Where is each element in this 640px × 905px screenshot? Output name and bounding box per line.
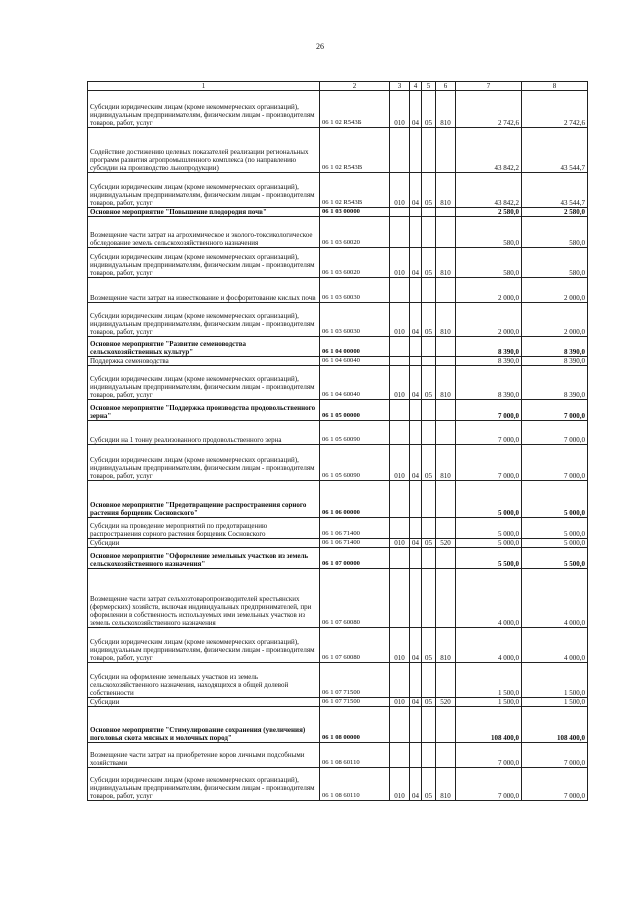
cell-target-code: 06 1 07 60080 [320, 569, 390, 628]
cell-expense-type: 810 [436, 173, 456, 208]
cell-amount-executed: 7 000,0 [522, 400, 588, 421]
cell-subsection [422, 400, 436, 421]
cell-target-code: 06 1 02 R543В [320, 173, 390, 208]
cell-ministry-code [390, 421, 410, 445]
cell-amount-approved: 8 390,0 [456, 366, 522, 400]
cell-subsection [422, 663, 436, 698]
cell-subsection [422, 421, 436, 445]
cell-target-code: 06 1 07 71500 [320, 698, 390, 707]
cell-amount-approved: 4 000,0 [456, 569, 522, 628]
cell-section: 04 [410, 91, 422, 128]
cell-target-code: 06 1 08 00000 [320, 707, 390, 743]
cell-subsection: 05 [422, 366, 436, 400]
cell-expense-type [436, 337, 456, 357]
cell-name: Возмещение части затрат на известкование и фосфоритование кислых почв [88, 278, 320, 303]
table-row [88, 303, 588, 337]
cell-subsection [422, 569, 436, 628]
cell-name: Основное мероприятие "Оформление земельных участков из земель сельскохозяйственного назначения" [88, 548, 320, 569]
cell-amount-approved: 5 000,0 [456, 518, 522, 539]
cell-amount-executed: 5 500,0 [522, 548, 588, 569]
cell-subsection [422, 337, 436, 357]
cell-target-code: 06 1 06 71400 [320, 539, 390, 548]
cell-ministry-code [390, 337, 410, 357]
table-row [88, 357, 588, 366]
cell-amount-executed: 4 000,0 [522, 628, 588, 663]
cell-subsection: 05 [422, 173, 436, 208]
cell-section [410, 217, 422, 248]
cell-name: Субсидии юридическим лицам (кроме некоммерческих организаций), индивидуальным предпринимателям, физическим лицам - производителям товаров, работ, услуг [88, 445, 320, 481]
cell-ministry-code [390, 208, 410, 217]
cell-amount-executed: 8 390,0 [522, 366, 588, 400]
cell-amount-executed: 580,0 [522, 248, 588, 278]
cell-expense-type [436, 481, 456, 518]
cell-section [410, 337, 422, 357]
cell-name: Поддержка семеноводства [88, 357, 320, 366]
cell-subsection: 05 [422, 768, 436, 801]
cell-subsection [422, 707, 436, 743]
table-row [88, 569, 588, 628]
cell-section [410, 357, 422, 366]
cell-expense-type: 810 [436, 366, 456, 400]
cell-subsection: 05 [422, 303, 436, 337]
cell-name: Возмещение части затрат на агрохимическое и эколого-токсикологическое обследование земель сельскохозяйственного назначения [88, 217, 320, 248]
col-header-2: 2 [320, 82, 390, 91]
cell-amount-executed: 7 000,0 [522, 421, 588, 445]
cell-expense-type [436, 278, 456, 303]
col-header-8: 8 [522, 82, 588, 91]
cell-amount-approved: 7 000,0 [456, 743, 522, 768]
cell-subsection [422, 518, 436, 539]
cell-expense-type [436, 707, 456, 743]
cell-expense-type [436, 400, 456, 421]
cell-name: Субсидии юридическим лицам (кроме некоммерческих организаций), индивидуальным предпринимателям, физическим лицам - производителям товаров, работ, услуг [88, 91, 320, 128]
cell-section: 04 [410, 303, 422, 337]
cell-target-code: 06 1 05 60090 [320, 421, 390, 445]
col-header-3: 3 [390, 82, 410, 91]
table-row [88, 91, 588, 128]
cell-ministry-code [390, 400, 410, 421]
cell-ministry-code: 010 [390, 768, 410, 801]
cell-amount-approved: 108 400,0 [456, 707, 522, 743]
cell-ministry-code: 010 [390, 539, 410, 548]
cell-amount-approved: 5 500,0 [456, 548, 522, 569]
cell-subsection [422, 208, 436, 217]
cell-expense-type [436, 217, 456, 248]
cell-amount-approved: 2 000,0 [456, 303, 522, 337]
cell-amount-executed: 1 500,0 [522, 663, 588, 698]
cell-subsection [422, 128, 436, 173]
cell-ministry-code: 010 [390, 248, 410, 278]
cell-section: 04 [410, 248, 422, 278]
cell-amount-approved: 2 580,0 [456, 208, 522, 217]
cell-amount-executed: 8 390,0 [522, 337, 588, 357]
cell-ministry-code [390, 663, 410, 698]
cell-section [410, 208, 422, 217]
cell-subsection [422, 743, 436, 768]
cell-expense-type: 810 [436, 303, 456, 337]
cell-target-code: 06 1 06 71400 [320, 518, 390, 539]
cell-expense-type: 520 [436, 698, 456, 707]
cell-target-code: 06 1 02 R543Б [320, 91, 390, 128]
cell-target-code: 06 1 06 00000 [320, 481, 390, 518]
cell-amount-executed: 2 000,0 [522, 303, 588, 337]
cell-section [410, 421, 422, 445]
cell-expense-type [436, 548, 456, 569]
cell-amount-executed: 7 000,0 [522, 768, 588, 801]
cell-name: Субсидии юридическим лицам (кроме некоммерческих организаций), индивидуальным предпринимателям, физическим лицам - производителям товаров, работ, услуг [88, 173, 320, 208]
cell-ministry-code [390, 278, 410, 303]
cell-ministry-code: 010 [390, 445, 410, 481]
cell-expense-type [436, 208, 456, 217]
cell-name: Основное мероприятие "Предотвращение распространения сорного растения борщевик Сосновского" [88, 481, 320, 518]
cell-name: Субсидии [88, 698, 320, 707]
cell-section: 04 [410, 445, 422, 481]
cell-subsection: 05 [422, 628, 436, 663]
cell-name: Возмещение части затрат сельхозтоваропроизводителей крестьянских (фермерских) хозяйств, включая индивидуальных предпринимателей, при оформлении в собственность используемых ими земельных участков из земель сельскохозяйственного назначения [88, 569, 320, 628]
cell-name: Субсидии юридическим лицам (кроме некоммерческих организаций), индивидуальным предпринимателям, физическим лицам - производителям товаров, работ, услуг [88, 248, 320, 278]
cell-subsection: 05 [422, 445, 436, 481]
col-header-5: 5 [422, 82, 436, 91]
cell-ministry-code: 010 [390, 366, 410, 400]
cell-section [410, 481, 422, 518]
cell-ministry-code [390, 357, 410, 366]
cell-section [410, 518, 422, 539]
cell-amount-approved: 1 500,0 [456, 663, 522, 698]
cell-amount-approved: 8 390,0 [456, 337, 522, 357]
cell-ministry-code: 010 [390, 173, 410, 208]
cell-target-code: 06 1 03 60020 [320, 248, 390, 278]
budget-table [87, 81, 588, 801]
cell-expense-type: 810 [436, 91, 456, 128]
cell-subsection: 05 [422, 248, 436, 278]
col-header-1: 1 [88, 82, 320, 91]
table-row [88, 768, 588, 801]
table-row [88, 248, 588, 278]
table-body [88, 82, 588, 801]
cell-section: 04 [410, 366, 422, 400]
cell-amount-executed: 43 544,7 [522, 173, 588, 208]
cell-section: 04 [410, 173, 422, 208]
cell-amount-executed: 1 500,0 [522, 698, 588, 707]
cell-amount-executed: 2 742,6 [522, 91, 588, 128]
cell-name: Основное мероприятие "Стимулирование сохранения (увеличения) поголовья скота мясных и молочных пород" [88, 707, 320, 743]
cell-name: Основное мероприятие "Повышение плодородия почв" [88, 208, 320, 217]
cell-amount-approved: 1 500,0 [456, 698, 522, 707]
cell-target-code: 06 1 03 60020 [320, 217, 390, 248]
cell-expense-type: 520 [436, 539, 456, 548]
cell-ministry-code: 010 [390, 303, 410, 337]
cell-target-code: 06 1 07 00000 [320, 548, 390, 569]
table-row [88, 337, 588, 357]
cell-target-code: 06 1 05 60090 [320, 445, 390, 481]
cell-section [410, 548, 422, 569]
cell-ministry-code: 010 [390, 698, 410, 707]
cell-section: 04 [410, 628, 422, 663]
cell-ministry-code [390, 518, 410, 539]
table-row [88, 400, 588, 421]
cell-subsection [422, 217, 436, 248]
cell-amount-executed: 8 390,0 [522, 357, 588, 366]
cell-amount-approved: 43 842,2 [456, 128, 522, 173]
table-row [88, 698, 588, 707]
cell-amount-executed: 5 000,0 [522, 518, 588, 539]
cell-amount-approved: 7 000,0 [456, 421, 522, 445]
cell-amount-executed: 4 000,0 [522, 569, 588, 628]
cell-amount-approved: 2 742,6 [456, 91, 522, 128]
cell-section [410, 128, 422, 173]
table-header-row [88, 82, 588, 91]
table-row [88, 173, 588, 208]
cell-section [410, 278, 422, 303]
cell-amount-approved: 5 000,0 [456, 481, 522, 518]
cell-name: Субсидии на 1 тонну реализованного продовольственного зерна [88, 421, 320, 445]
cell-amount-executed: 2 000,0 [522, 278, 588, 303]
cell-ministry-code: 010 [390, 628, 410, 663]
cell-amount-executed: 580,0 [522, 217, 588, 248]
table-row [88, 481, 588, 518]
cell-amount-executed: 2 580,0 [522, 208, 588, 217]
cell-target-code: 06 1 08 60110 [320, 768, 390, 801]
cell-subsection [422, 481, 436, 518]
cell-amount-executed: 7 000,0 [522, 445, 588, 481]
cell-ministry-code [390, 548, 410, 569]
cell-target-code: 06 1 03 60030 [320, 303, 390, 337]
cell-ministry-code: 010 [390, 91, 410, 128]
cell-target-code: 06 1 07 60080 [320, 628, 390, 663]
cell-target-code: 06 1 04 00000 [320, 337, 390, 357]
cell-ministry-code [390, 128, 410, 173]
table-row [88, 445, 588, 481]
cell-expense-type [436, 518, 456, 539]
page-number: 26 [316, 42, 324, 51]
cell-expense-type [436, 569, 456, 628]
table-row [88, 278, 588, 303]
cell-section [410, 569, 422, 628]
cell-section: 04 [410, 698, 422, 707]
cell-name: Содействие достижению целевых показателей реализации региональных программ развития агропромышленного комплекса (по направлению субсидии на производство льнопродукции) [88, 128, 320, 173]
cell-expense-type: 810 [436, 248, 456, 278]
table-row [88, 366, 588, 400]
cell-section [410, 743, 422, 768]
table-row [88, 743, 588, 768]
col-header-7: 7 [456, 82, 522, 91]
table-row [88, 548, 588, 569]
cell-target-code: 06 1 08 60110 [320, 743, 390, 768]
cell-target-code: 06 1 05 00000 [320, 400, 390, 421]
cell-amount-approved: 580,0 [456, 248, 522, 278]
cell-expense-type [436, 743, 456, 768]
cell-target-code: 06 1 07 71500 [320, 663, 390, 698]
cell-section: 04 [410, 768, 422, 801]
cell-name: Субсидии юридическим лицам (кроме некоммерческих организаций), индивидуальным предпринимателям, физическим лицам - производителям товаров, работ, услуг [88, 366, 320, 400]
cell-ministry-code [390, 217, 410, 248]
cell-expense-type [436, 421, 456, 445]
cell-section: 04 [410, 539, 422, 548]
cell-ministry-code [390, 569, 410, 628]
cell-expense-type: 810 [436, 628, 456, 663]
cell-expense-type [436, 128, 456, 173]
cell-amount-approved: 580,0 [456, 217, 522, 248]
cell-amount-executed: 5 000,0 [522, 481, 588, 518]
cell-subsection: 05 [422, 91, 436, 128]
table-row [88, 518, 588, 539]
cell-amount-approved: 2 000,0 [456, 278, 522, 303]
cell-expense-type [436, 663, 456, 698]
cell-name: Основное мероприятие "Поддержка производства продовольственного зерна" [88, 400, 320, 421]
cell-amount-approved: 7 000,0 [456, 445, 522, 481]
cell-target-code: 06 1 04 60040 [320, 357, 390, 366]
col-header-4: 4 [410, 82, 422, 91]
cell-target-code: 06 1 02 R543В [320, 128, 390, 173]
cell-expense-type [436, 357, 456, 366]
table-row [88, 217, 588, 248]
cell-amount-approved: 8 390,0 [456, 357, 522, 366]
cell-name: Субсидии юридическим лицам (кроме некоммерческих организаций), индивидуальным предпринимателям, физическим лицам - производителям товаров, работ, услуг [88, 303, 320, 337]
cell-subsection [422, 278, 436, 303]
cell-amount-approved: 4 000,0 [456, 628, 522, 663]
cell-expense-type: 810 [436, 768, 456, 801]
col-header-6: 6 [436, 82, 456, 91]
cell-expense-type: 810 [436, 445, 456, 481]
cell-subsection: 05 [422, 698, 436, 707]
table-row [88, 663, 588, 698]
table-row [88, 628, 588, 663]
cell-name: Субсидии на оформление земельных участков из земель сельскохозяйственного назначения, находящихся в общей долевой собственности [88, 663, 320, 698]
cell-subsection: 05 [422, 539, 436, 548]
cell-amount-approved: 7 000,0 [456, 768, 522, 801]
table-row [88, 208, 588, 217]
cell-ministry-code [390, 481, 410, 518]
cell-section [410, 400, 422, 421]
cell-name: Субсидии юридическим лицам (кроме некоммерческих организаций), индивидуальным предпринимателям, физическим лицам - производителям товаров, работ, услуг [88, 768, 320, 801]
cell-target-code: 06 1 03 00000 [320, 208, 390, 217]
cell-amount-approved: 43 842,2 [456, 173, 522, 208]
cell-ministry-code [390, 707, 410, 743]
table-row [88, 421, 588, 445]
cell-ministry-code [390, 743, 410, 768]
cell-amount-approved: 5 000,0 [456, 539, 522, 548]
cell-subsection [422, 357, 436, 366]
cell-amount-executed: 5 000,0 [522, 539, 588, 548]
cell-name: Субсидии юридическим лицам (кроме некоммерческих организаций), индивидуальным предпринимателям, физическим лицам - производителям товаров, работ, услуг [88, 628, 320, 663]
cell-amount-executed: 108 400,0 [522, 707, 588, 743]
cell-name: Возмещение части затрат на приобретение коров личными подсобными хозяйствами [88, 743, 320, 768]
table-row [88, 128, 588, 173]
cell-amount-executed: 7 000,0 [522, 743, 588, 768]
cell-amount-executed: 43 544,7 [522, 128, 588, 173]
cell-name: Субсидии [88, 539, 320, 548]
cell-subsection [422, 548, 436, 569]
cell-name: Основное мероприятие "Развитие семеноводства сельскохозяйственных культур" [88, 337, 320, 357]
cell-target-code: 06 1 04 60040 [320, 366, 390, 400]
cell-section [410, 707, 422, 743]
cell-name: Субсидии на проведение мероприятий по предотвращению распространения сорного растения борщевик Сосновского [88, 518, 320, 539]
cell-target-code: 06 1 03 60030 [320, 278, 390, 303]
cell-amount-approved: 7 000,0 [456, 400, 522, 421]
table-row [88, 539, 588, 548]
cell-section [410, 663, 422, 698]
table-row [88, 707, 588, 743]
